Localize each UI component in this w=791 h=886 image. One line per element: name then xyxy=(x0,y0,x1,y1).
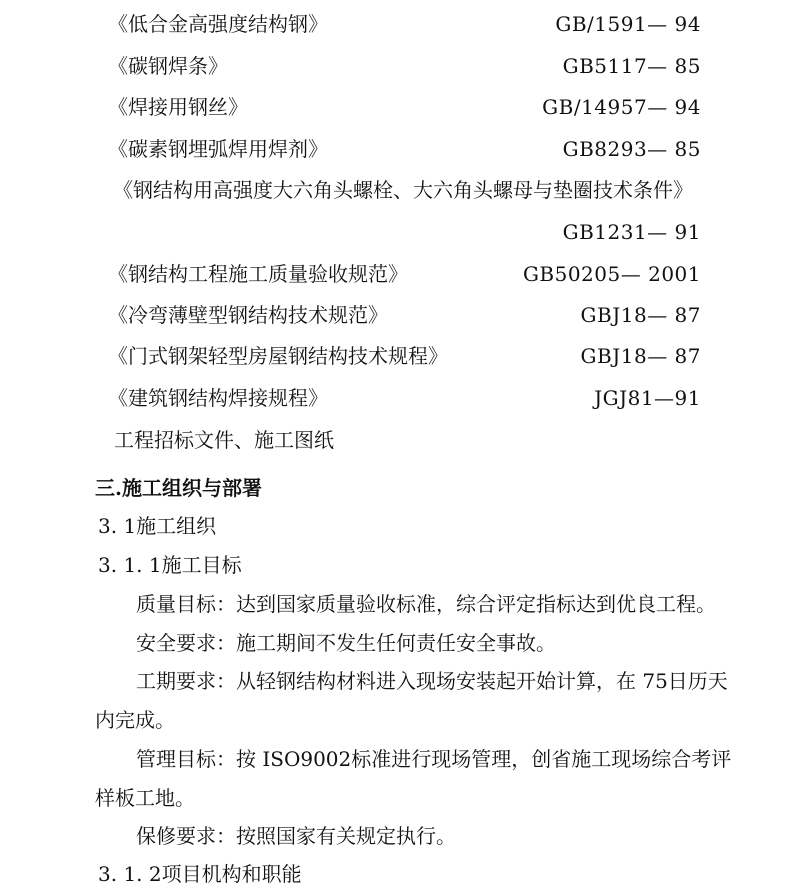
standard-code: GBJ18— 87 xyxy=(580,344,701,368)
standard-name: 《建筑钢结构焊接规程》 xyxy=(108,386,328,410)
standard-code: GB5117— 85 xyxy=(562,54,701,78)
warranty-requirement: 保修要求：按照国家有关规定执行。 xyxy=(136,824,456,848)
schedule-requirement: 工期要求：从轻钢结构材料进入现场安装起开始计算，在 75日历天 xyxy=(136,669,728,693)
standard-code: GB8293— 85 xyxy=(562,137,701,161)
section-heading: 三.施工组织与部署 xyxy=(95,476,262,500)
standard-code: JGJ81—91 xyxy=(594,386,701,410)
standard-name-long: 《钢结构用高强度大六角头螺栓、大六角头螺母与垫圈技术条件》 xyxy=(113,178,693,202)
safety-requirement: 安全要求：施工期间不发生任何责任安全事故。 xyxy=(136,631,556,655)
standard-code: GB/14957— 94 xyxy=(542,95,701,119)
standard-code: GB/1591— 94 xyxy=(555,12,701,36)
other-basis: 工程招标文件、施工图纸 xyxy=(114,428,334,452)
schedule-requirement-cont: 内完成。 xyxy=(95,708,175,732)
management-target: 管理目标：按 ISO9002标准进行现场管理，创省施工现场综合考评 xyxy=(136,747,732,771)
standard-name: 《碳钢焊条》 xyxy=(108,54,228,78)
standard-name: 《碳素钢埋弧焊用焊剂》 xyxy=(108,137,328,161)
standard-name: 《门式钢架轻型房屋钢结构技术规程》 xyxy=(108,344,448,368)
standard-code: GBJ18— 87 xyxy=(580,303,701,327)
standard-name: 《焊接用钢丝》 xyxy=(108,95,248,119)
standard-code: GB50205— 2001 xyxy=(522,262,701,286)
subsubsection-title: 3. 1. 1施工目标 xyxy=(98,553,242,577)
management-target-cont: 样板工地。 xyxy=(95,786,195,810)
next-subsection-title: 3. 1. 2项目机构和职能 xyxy=(98,862,302,886)
quality-target: 质量目标：达到国家质量验收标准，综合评定指标达到优良工程。 xyxy=(136,592,716,616)
standard-code-long: GB1231— 91 xyxy=(562,220,701,244)
standard-name: 《冷弯薄壁型钢结构技术规范》 xyxy=(108,303,388,327)
standard-name: 《低合金高强度结构钢》 xyxy=(108,12,328,36)
standard-name: 《钢结构工程施工质量验收规范》 xyxy=(108,262,408,286)
subsection-title: 3. 1施工组织 xyxy=(98,514,217,538)
